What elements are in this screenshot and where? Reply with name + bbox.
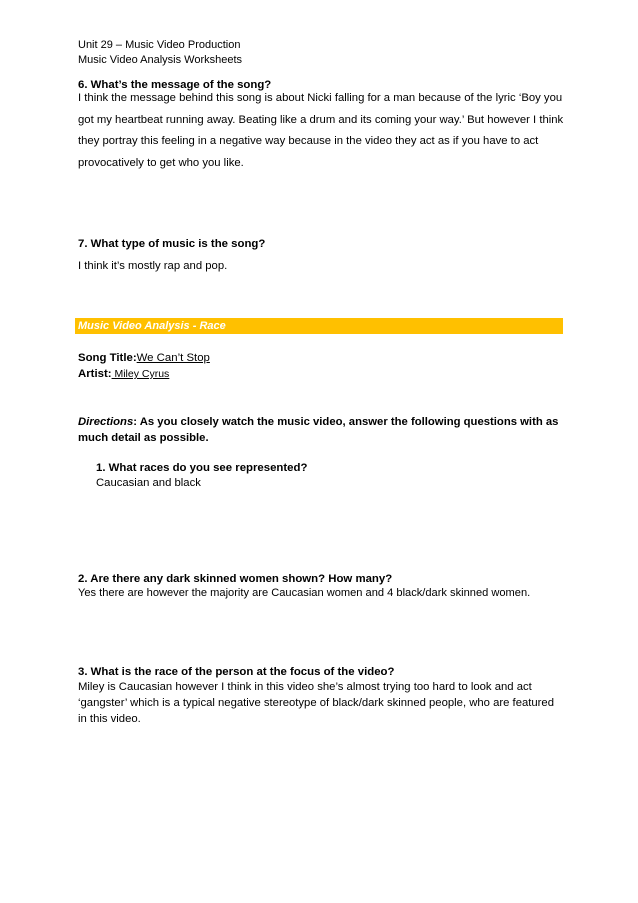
song-title-line bbox=[78, 351, 210, 365]
artist-line bbox=[78, 367, 169, 381]
header-subtitle: Music Video Analysis Worksheets bbox=[78, 54, 243, 66]
directions bbox=[78, 414, 568, 446]
question-7: 7. What type of music is the song? bbox=[78, 238, 266, 250]
race-question-3: 3. What is the race of the person at the focus of the video? bbox=[78, 666, 395, 678]
artist-label: Artist: bbox=[78, 368, 112, 380]
race-question-1: 1. What races do you see represented? bbox=[96, 462, 308, 474]
race-answer-3: Miley is Caucasian however I think in this video she’s almost trying too hard to look and act ‘gangster’ which is a typical negative stereotype of black/dark skinned people, who are featured in this video. bbox=[78, 681, 555, 725]
question-6: 6. What’s the message of the song? bbox=[78, 79, 272, 91]
song-title-label: Song Title: bbox=[78, 352, 137, 364]
song-title-value: We Can’t Stop bbox=[136, 352, 210, 364]
race-question-2: 2. Are there any dark skinned women shown? How many? bbox=[78, 573, 393, 585]
race-answer-1: Caucasian and black bbox=[96, 477, 201, 489]
header-unit: Unit 29 – Music Video Production bbox=[78, 39, 241, 51]
directions-text: : As you closely watch the music video, answer the following questions with as much detail as possible. bbox=[78, 416, 559, 444]
section-title: Music Video Analysis - Race bbox=[78, 320, 226, 332]
section-header-band bbox=[75, 318, 563, 334]
directions-label: Directions bbox=[78, 416, 134, 428]
race-answer-2: Yes there are however the majority are Caucasian women and 4 black/dark skinned women. bbox=[78, 587, 531, 599]
answer-6: I think the message behind this song is about Nicki falling for a man because of the lyric ‘Boy you got my heartbeat running away. Beating like a drum and its coming your way.’ But however I think they portray this feeling in a negative way because in the video they act as if you have to act provocatively to get who you like. bbox=[78, 92, 564, 169]
artist-value: Miley Cyrus bbox=[111, 368, 170, 380]
answer-7: I think it’s mostly rap and pop. bbox=[78, 260, 228, 272]
